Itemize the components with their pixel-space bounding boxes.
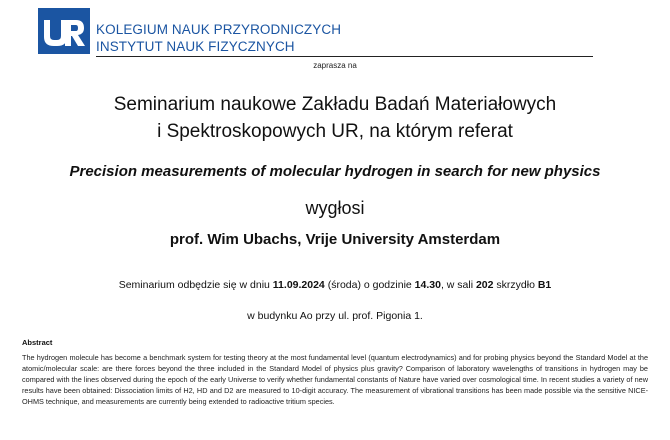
seminar-title [0, 91, 670, 145]
seminar-location: w budynku Ao przy ul. prof. Pigonia 1. [247, 310, 423, 322]
institution-line-2: INSTYTUT NAUK FIZYCZNYCH [96, 39, 295, 54]
invite-text: zaprasza na [313, 61, 357, 70]
seminar-time: 14.30 [414, 279, 441, 291]
ur-logo-icon [38, 8, 90, 54]
seminar-title-line-2: i Spektroskopowych UR, na którym referat [157, 121, 513, 142]
abstract-heading: Abstract [22, 338, 53, 347]
abstract-text: The hydrogen molecule has become a benchmark system for testing theory at the most fundamental level (quantum electrodynamics) and for probing physics beyond the Standard Model at the atomic/molecular scale: are there forces beyond the three included in the Standard Model of physics plus gravity? Comparison of laboratory wavelengths of transitions in hydrogen may be compared with the lines observed during the epoch of the early Universe to verify whether fundamental constants of Nature have varied over cosmological time. In recent studies a variety of new results have been obtained: Dissociation limits of H2, HD and D2 are measured to 10-digit accuracy. The measurement of vibrational transitions has been made possible via the sensitive NICE-OHMS technique, and measurements are currently being extended to radioactive tritium species. [22, 353, 648, 406]
seminar-date: 11.09.2024 [272, 279, 325, 291]
university-logo [38, 8, 90, 54]
talk-title: Precision measurements of molecular hydrogen in search for new physics [69, 163, 601, 180]
datetime-text-4: skrzydło [493, 279, 538, 291]
institution-name [96, 21, 341, 55]
seminar-title-line-1: Seminarium naukowe Zakładu Badań Materiałowych [113, 94, 557, 115]
institution-line-1: KOLEGIUM NAUK PRZYRODNICZYCH [96, 22, 342, 37]
datetime-text-1: Seminarium odbędzie się w dniu [118, 279, 273, 291]
datetime-text-3: , w sali [440, 279, 476, 291]
speaker-name: prof. Wim Ubachs, Vrije University Amsterdam [169, 231, 501, 248]
seminar-room: 202 [475, 279, 494, 291]
datetime-text-2: (środa) o godzinie [324, 279, 415, 291]
speaks-label: wygłosi [305, 198, 365, 218]
seminar-wing: B1 [537, 279, 552, 291]
seminar-datetime [0, 279, 670, 291]
header-divider [96, 56, 593, 57]
